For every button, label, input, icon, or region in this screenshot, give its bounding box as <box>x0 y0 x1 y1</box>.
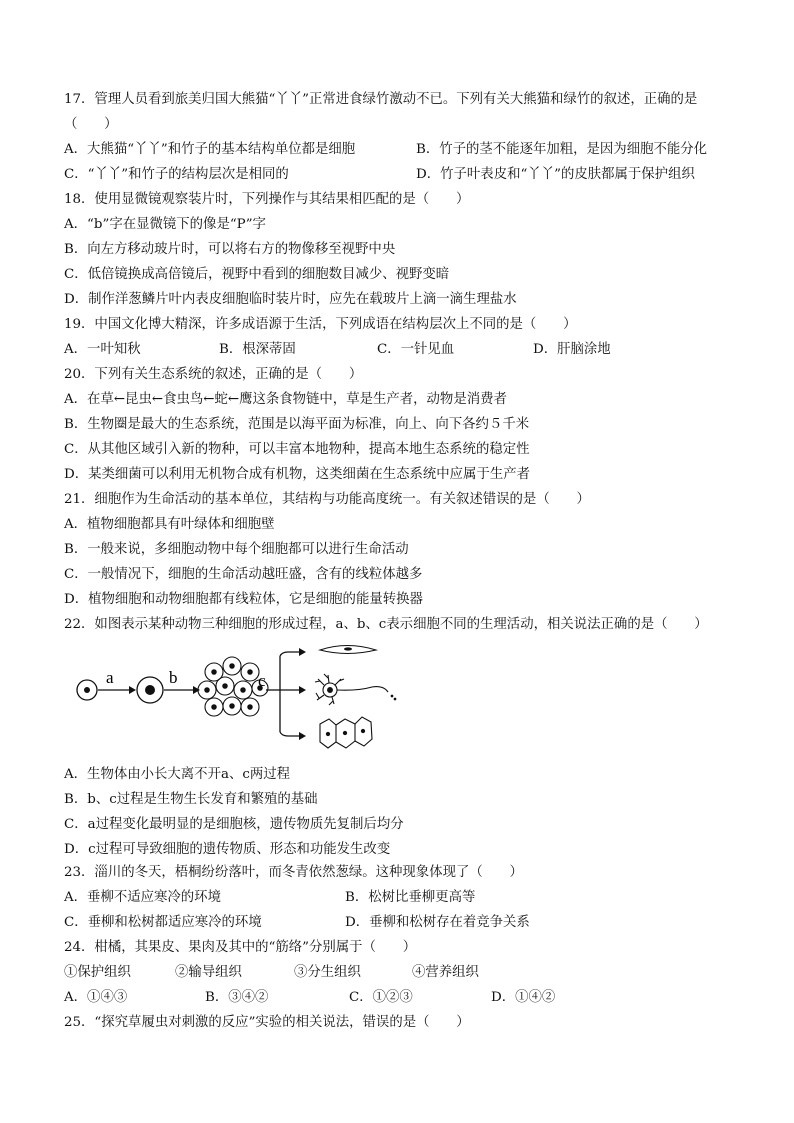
q21-stem: 21．细胞作为生命活动的基本单位，其结构与功能高度统一。有关叙述错误的是（ ） <box>64 492 590 507</box>
arrow-b <box>164 686 200 694</box>
q21-option-b: B．一般来说，多细胞动物中每个细胞都可以进行生命活动 <box>64 542 409 557</box>
q17-stem-continuation: （ ） <box>64 117 118 132</box>
q24-item-3: ③分生组织 <box>294 965 361 980</box>
q20-option-c: C．从其他区域引入新的物种，可以丰富本地物种，提高本地生态系统的稳定性 <box>64 442 530 457</box>
cell-formation-diagram <box>66 642 406 760</box>
q23-option-c: C．垂柳和松树都适应寒冷的环境 <box>64 915 262 930</box>
q18-option-a: A．“b”字在显微镜下的像是“P”字 <box>64 217 266 232</box>
q23-option-d: D．垂柳和松树存在着竞争关系 <box>345 915 530 930</box>
q23-option-a: A．垂柳不适应寒冷的环境 <box>64 890 221 905</box>
q24-option-a: A．①④③ <box>64 990 128 1005</box>
q21-option-d: D．植物细胞和动物细胞都有线粒体，它是细胞的能量转换器 <box>64 592 423 607</box>
q20-option-b: B．生物圈是最大的生态系统，范围是以海平面为标准，向上、向下各约５千米 <box>64 417 530 432</box>
q19-option-a: A．一叶知秋 <box>64 342 141 357</box>
single-cell-icon <box>77 680 97 700</box>
q19-option-b: B．根深蒂固 <box>219 342 296 357</box>
q18-option-d: D．制作洋葱鳞片叶内表皮细胞临时装片时，应先在载玻片上滴一滴生理盐水 <box>64 292 517 307</box>
q24-option-d: D．①④② <box>491 990 556 1005</box>
arrow-a <box>98 686 136 694</box>
q24-item-2: ②输导组织 <box>175 965 242 980</box>
q23-stem: 23．淄川的冬天，梧桐纷纷落叶，而冬青依然葱绿。这种现象体现了（ ） <box>64 865 523 880</box>
q20-option-d: D．某类细菌可以利用无机物合成有机物，这类细菌在生态系统中应属于生产者 <box>64 467 531 482</box>
q24-item-1: ①保护组织 <box>64 965 131 980</box>
q24-item-4: ④营养组织 <box>412 965 479 980</box>
q22-stem: 22．如图表示某种动物三种细胞的形成过程，a、b、c表示细胞不同的生理活动，相关说法正确的是（ ） <box>64 617 708 632</box>
label-a: a <box>106 668 114 687</box>
q22-option-a: A．生物体由小长大离不开a、c两过程 <box>64 767 291 782</box>
q20-stem: 20．下列有关生态系统的叙述，正确的是（ ） <box>64 367 363 382</box>
q19-option-c: C．一针见血 <box>377 342 455 357</box>
q22-option-b: B．b、c过程是生物生长发育和繁殖的基础 <box>64 792 318 807</box>
q21-option-a: A．植物细胞都具有叶绿体和细胞壁 <box>64 517 275 532</box>
q22-option-c: C．a过程变化最明显的是细胞核，遗传物质先复制后均分 <box>64 817 404 832</box>
q24-stem: 24．柑橘，其果皮、果肉及其中的“筋络”分别属于（ ） <box>64 940 417 955</box>
q21-option-c: C．一般情况下，细胞的生命活动越旺盛，含有的线粒体越多 <box>64 567 423 582</box>
q19-stem: 19．中国文化博大精深，许多成语源于生活，下列成语在结构层次上不同的是（ ） <box>64 317 577 332</box>
epithelial-cells-icon <box>320 717 372 748</box>
q24-option-c: C．①②③ <box>349 990 413 1005</box>
q24-option-b: B．③④② <box>205 990 269 1005</box>
q17-option-c: C．“丫丫”和竹子的结构层次是相同的 <box>64 167 289 182</box>
spindle-muscle-cell-icon <box>320 646 376 654</box>
q25-stem: 25．“探究草履虫对刺激的反应”实验的相关说法，错误的是（ ） <box>64 1015 470 1030</box>
branching-arrow-c <box>266 652 299 736</box>
nerve-cell-icon <box>315 674 396 705</box>
q19-option-d: D．肝脑涂地 <box>533 342 611 357</box>
q22-option-d: D．c过程可导致细胞的遗传物质、形态和功能发生改变 <box>64 842 391 857</box>
q17-option-d: D．竹子叶表皮和“丫丫”的皮肤都属于保护组织 <box>416 167 695 182</box>
label-c: c <box>258 671 266 690</box>
q20-option-a: A．在草←昆虫←食虫鸟←蛇←鹰这条食物链中，草是生产者，动物是消费者 <box>64 392 507 407</box>
q18-option-c: C．低倍镜换成高倍镜后，视野中看到的细胞数目减少、视野变暗 <box>64 267 450 282</box>
q17-stem: 17．管理人员看到旅美归国大熊猫“丫丫”正常进食绿竹激动不已。下列有关大熊猫和绿竹的叙述，正确的是 <box>64 92 698 107</box>
q18-stem: 18．使用显微镜观察装片时，下列操作与其结果相匹配的是（ ） <box>64 192 470 207</box>
q18-option-b: B．向左方移动玻片时，可以将右方的物像移至视野中央 <box>64 242 396 257</box>
enlarged-cell-icon <box>137 677 163 703</box>
q23-option-b: B．松树比垂柳更高等 <box>345 890 476 905</box>
q17-option-b: B．竹子的茎不能逐年加粗，是因为细胞不能分化 <box>416 142 708 157</box>
q17-option-a: A．大熊猫“丫丫”和竹子的基本结构单位都是细胞 <box>64 142 356 157</box>
label-b: b <box>169 668 178 687</box>
